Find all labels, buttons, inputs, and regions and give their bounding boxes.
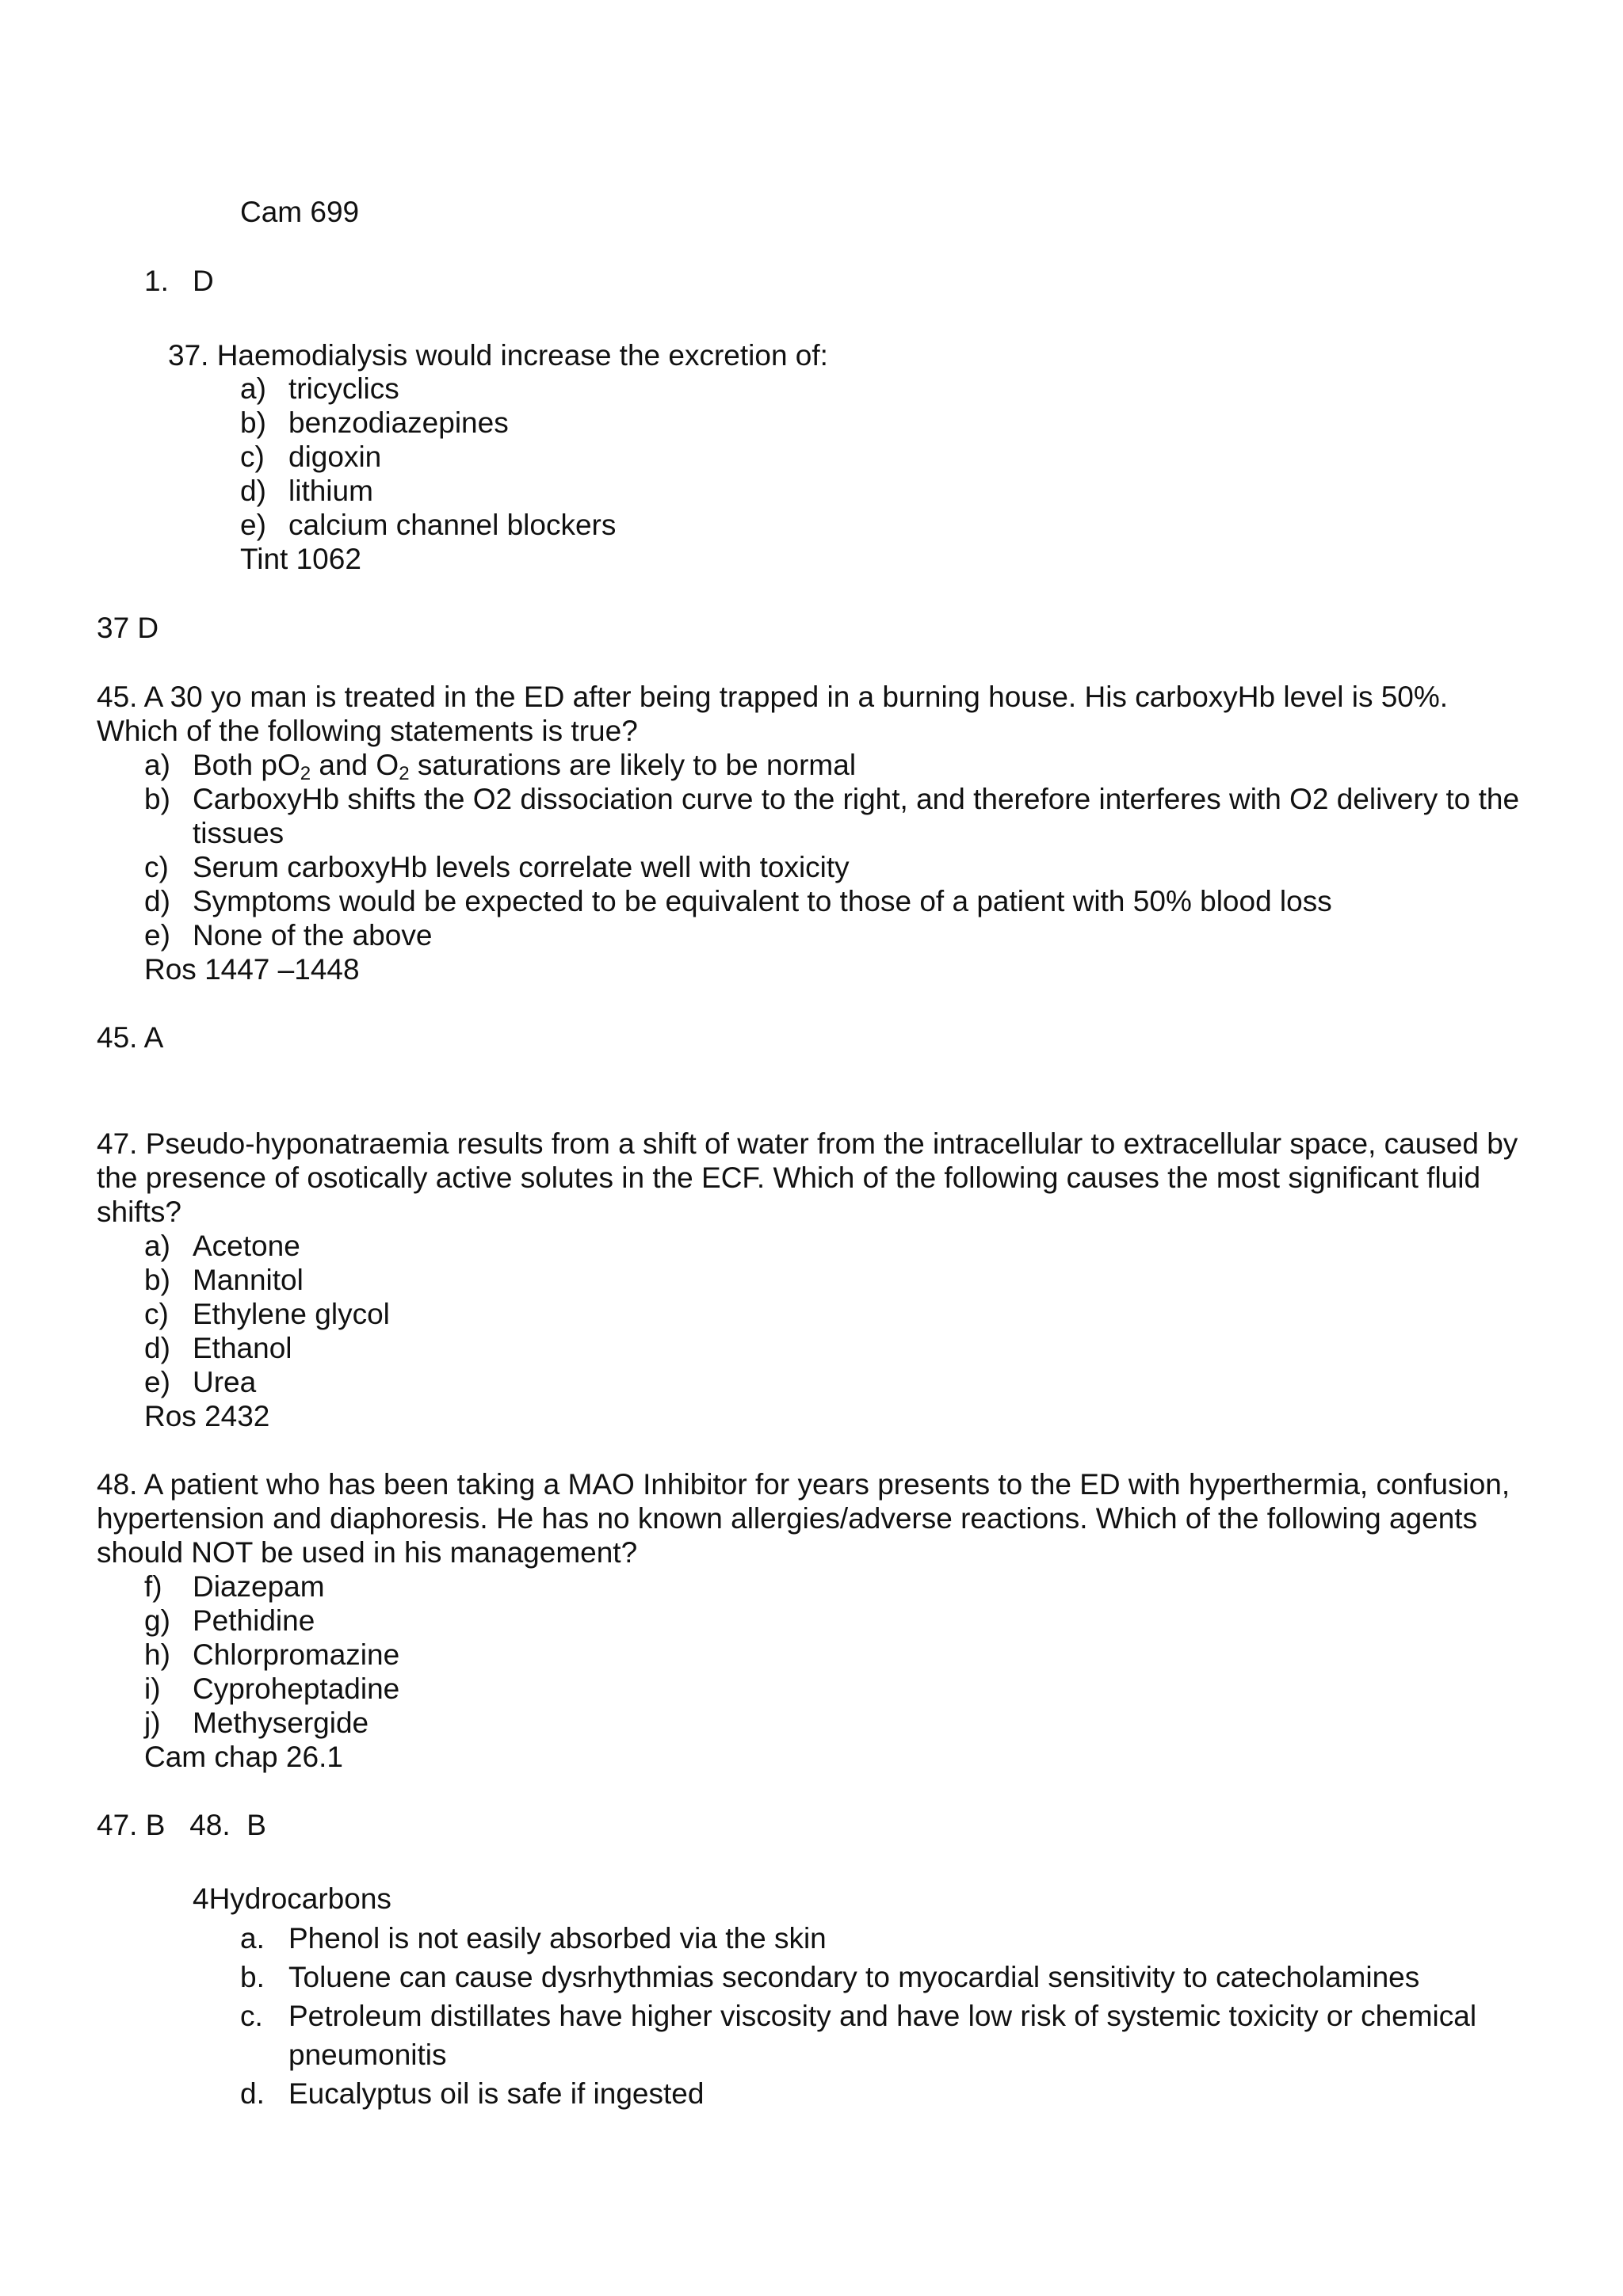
option-row bbox=[240, 508, 953, 542]
option-marker: a) bbox=[240, 372, 266, 405]
reference-cam-699: Cam 699 bbox=[240, 196, 360, 228]
option-row bbox=[240, 2074, 1587, 2113]
option-marker: d) bbox=[144, 1332, 170, 1364]
option-row bbox=[240, 1958, 1587, 1997]
option-marker: g) bbox=[144, 1604, 170, 1637]
option-marker: c. bbox=[240, 2000, 263, 2032]
option-marker: d) bbox=[240, 475, 266, 507]
option-text: None of the above bbox=[193, 919, 433, 952]
question-4-options bbox=[240, 1919, 1587, 2113]
option-marker: a) bbox=[144, 749, 170, 781]
option-text: Ethylene glycol bbox=[193, 1298, 390, 1330]
option-text: Diazepam bbox=[193, 1570, 325, 1603]
option-row bbox=[144, 1672, 857, 1706]
option-text-line-2: pneumonitis bbox=[288, 2039, 447, 2071]
option-row bbox=[144, 850, 1555, 884]
option-text: tricyclics bbox=[288, 372, 399, 405]
option-marker: f) bbox=[144, 1570, 162, 1603]
option-row bbox=[144, 918, 1555, 952]
option-row bbox=[240, 372, 953, 406]
option-marker: d) bbox=[144, 885, 170, 917]
question-45-options bbox=[144, 748, 1555, 986]
question-45-stem-line-1: 45. A 30 yo man is treated in the ED after being trapped in a burning house. His carboxyHb level is 50%. bbox=[97, 681, 1449, 713]
option-row bbox=[144, 1569, 857, 1604]
option-row-continuation bbox=[240, 2035, 1587, 2074]
option-marker: c) bbox=[240, 441, 265, 473]
option-row-continuation bbox=[144, 816, 1555, 850]
option-text: Symptoms would be expected to be equivalent to those of a patient with 50% blood loss bbox=[193, 885, 1332, 917]
answer-37: 37 D bbox=[97, 612, 159, 644]
question-47-reference: Ros 2432 bbox=[144, 1400, 270, 1432]
option-marker: b) bbox=[144, 1264, 170, 1296]
option-marker: b) bbox=[240, 406, 266, 439]
question-45-stem-line-2: Which of the following statements is true? bbox=[97, 715, 638, 747]
option-marker: c) bbox=[144, 1298, 169, 1330]
option-row bbox=[240, 440, 953, 474]
option-text: Eucalyptus oil is safe if ingested bbox=[288, 2077, 705, 2110]
option-row bbox=[144, 1706, 857, 1740]
option-marker: e) bbox=[144, 1366, 170, 1398]
option-text: Both $pO_2$ and $O_2$ saturations are likely to be normal bbox=[193, 749, 857, 784]
option-marker: j) bbox=[144, 1707, 161, 1739]
option-text-line-2: tissues bbox=[193, 817, 285, 849]
question-47-stem-line-2: the presence of osotically active solutes in the ECF. Which of the following causes the most significant fluid bbox=[97, 1161, 1481, 1194]
option-text-line-1: CarboxyHb shifts the O2 dissociation curve to the right, and therefore interferes with O2 delivery to the bbox=[193, 783, 1520, 815]
answer-45: 45. A bbox=[97, 1021, 164, 1054]
question-37-stem: 37. Haemodialysis would increase the excretion of: bbox=[168, 339, 828, 372]
option-text: benzodiazepines bbox=[288, 406, 509, 439]
option-row bbox=[240, 474, 953, 508]
option-row bbox=[144, 1365, 857, 1399]
question-48-stem-line-2: hypertension and diaphoresis. He has no known allergies/adverse reactions. Which of the following agents bbox=[97, 1502, 1478, 1535]
option-row bbox=[144, 1638, 857, 1672]
option-row bbox=[144, 1297, 857, 1331]
option-row bbox=[144, 1604, 857, 1638]
option-marker: i) bbox=[144, 1672, 161, 1705]
option-text: Serum carboxyHb levels correlate well with toxicity bbox=[193, 851, 850, 883]
option-text: Methysergide bbox=[193, 1707, 369, 1739]
option-text: calcium channel blockers bbox=[288, 509, 617, 541]
question-48-stem-line-1: 48. A patient who has been taking a MAO Inhibitor for years presents to the ED with hyperthermia, confusion, bbox=[97, 1468, 1510, 1501]
option-text: Toluene can cause dysrhythmias secondary to myocardial sensitivity to catecholamines bbox=[288, 1961, 1420, 1993]
option-text: digoxin bbox=[288, 441, 382, 473]
option-text: Cyproheptadine bbox=[193, 1672, 400, 1705]
option-text: Phenol is not easily absorbed via the skin bbox=[288, 1922, 827, 1955]
question-37-reference: Tint 1062 bbox=[240, 543, 361, 575]
answer-47-48: 47. B 48. B bbox=[97, 1809, 266, 1841]
option-marker: a) bbox=[144, 1230, 170, 1262]
answer-1-letter: D bbox=[193, 265, 214, 297]
question-47-options bbox=[144, 1229, 857, 1433]
option-row bbox=[144, 1331, 857, 1365]
question-48-reference: Cam chap 26.1 bbox=[144, 1741, 343, 1773]
option-text: Mannitol bbox=[193, 1264, 304, 1296]
option-row bbox=[144, 884, 1555, 918]
option-marker: d. bbox=[240, 2077, 265, 2110]
option-text: Chlorpromazine bbox=[193, 1638, 400, 1671]
option-text: Pethidine bbox=[193, 1604, 315, 1637]
option-marker: e) bbox=[144, 919, 170, 952]
option-row bbox=[240, 1997, 1587, 2035]
option-marker: c) bbox=[144, 851, 169, 883]
option-marker: e) bbox=[240, 509, 266, 541]
question-47-stem-line-3: shifts? bbox=[97, 1196, 181, 1228]
option-row bbox=[144, 1263, 857, 1297]
option-text-line-1: Petroleum distillates have higher viscosity and have low risk of systemic toxicity or chemical bbox=[288, 2000, 1477, 2032]
answer-1-number: 1. bbox=[144, 265, 169, 297]
option-row bbox=[144, 1229, 857, 1263]
option-marker: h) bbox=[144, 1638, 170, 1671]
option-row bbox=[144, 782, 1555, 816]
question-4-stem: 4Hydrocarbons bbox=[193, 1882, 391, 1915]
option-marker: b. bbox=[240, 1961, 265, 1993]
option-row bbox=[240, 1919, 1587, 1958]
option-text: lithium bbox=[288, 475, 373, 507]
option-row bbox=[144, 748, 1555, 782]
option-text: Urea bbox=[193, 1366, 257, 1398]
option-text: Acetone bbox=[193, 1230, 300, 1262]
question-48-stem-line-3: should NOT be used in his management? bbox=[97, 1536, 638, 1569]
option-marker: a. bbox=[240, 1922, 265, 1955]
option-row bbox=[240, 406, 953, 440]
option-marker: b) bbox=[144, 783, 170, 815]
question-48-options bbox=[144, 1569, 857, 1774]
question-45-reference: Ros 1447 –1448 bbox=[144, 953, 360, 986]
question-37-options bbox=[240, 372, 953, 576]
question-47-stem-line-1: 47. Pseudo-hyponatraemia results from a shift of water from the intracellular to extracellular space, caused by bbox=[97, 1127, 1518, 1160]
option-text: Ethanol bbox=[193, 1332, 292, 1364]
